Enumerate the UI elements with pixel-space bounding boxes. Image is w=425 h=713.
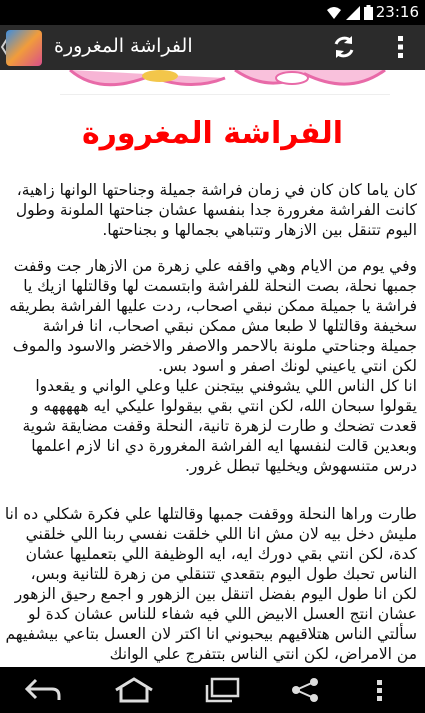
wifi-icon: [326, 6, 342, 20]
article-banner: [60, 70, 390, 95]
action-bar: [0, 25, 425, 70]
article-paragraph: طارت وراها النحلة ووقفت جمبها وقالتلها علي فكرة شكلي ده انا مليش دخل بيه لان مش انا اللي خلقت نفسي ربنا اللي خلقني كدة، لكن انتي بقي دورك ايه، ايه الوظيفة اللي بتعمليها عشان الناس تحبك طول اليوم بتقعدي تتنقلي من زهرة للتانية وبس، لكن انا طول اليوم بفضل اتنقل بين الزهور و اجمع رحيق الزهور عشان انتج العسل الابيض اللي فيه شفاء للناس عشان كدة لو سألتي الناس هتلاقيهم بيحبوني انا اكتر لان العسل بتاعي بيشفيهم من الامراض، لكن انتي الناس بتتفرج علي الوانك: [4, 505, 417, 663]
back-icon[interactable]: [24, 677, 62, 703]
share-icon[interactable]: [290, 677, 320, 703]
signal-icon: [346, 6, 360, 20]
app-title: الفراشة المغرورة: [54, 35, 193, 57]
status-time: 23:16: [375, 3, 419, 21]
app-icon[interactable]: [6, 30, 42, 66]
home-icon[interactable]: [113, 677, 155, 703]
menu-icon[interactable]: [370, 677, 390, 703]
article-paragraph: وفي يوم من الايام وهي واقفه علي زهرة من الازهار جت وقفت جمبها نحلة، بصت النحلة للفراشة وابتسمت لها وقالتلها ازيك يا فراشة يا جميلة ممكن نبقي اصحاب، ردت عليها الفراشة بطريقه سخيفة وقالتلها لا طبعا مش ممكن نبقي اصحاب، انا فراشة جميلة وجناحتي ملونة بالاحمر والاصفر والاخضر والاسود والموف لكن انتي ياعيني لونك اصفر و اسود بس.: [9, 257, 417, 375]
battery-icon: [364, 5, 373, 20]
article-paragraph: انا كل الناس اللي يشوفني بيتجنن عليا وعلي الواني و يقعدوا يقولوا سبحان الله، لكن انتي بقي بيقولوا عليكي ايه هههههه و قعدت تضحك و طارت لزهرة تانية، النحلة وقفت مضايقة شوية وبعدين قالت لنفسها ايه الفراشة المغرورة دي انا لازم اعلمها درس متنسهوش ويخليها تبطل غرور.: [22, 377, 417, 475]
status-icons: [326, 5, 373, 20]
refresh-icon[interactable]: [331, 34, 357, 60]
status-bar: [0, 0, 425, 25]
navigation-bar: [0, 667, 425, 713]
overflow-menu-icon[interactable]: [395, 34, 407, 60]
article-paragraph: كان ياما كان كان في زمان فراشة جميلة وجناحتها الوانها زاهية، كانت الفراشة مغرورة جدا بنفسها عشان جناحتها الملونة وطول اليوم تتنقل بين الازهار وتتباهي بجمالها و بجناحتها.: [15, 181, 417, 239]
article-content[interactable]: [0, 70, 425, 667]
article-title: الفراشة المغرورة: [81, 116, 344, 151]
recents-icon[interactable]: [202, 677, 242, 703]
